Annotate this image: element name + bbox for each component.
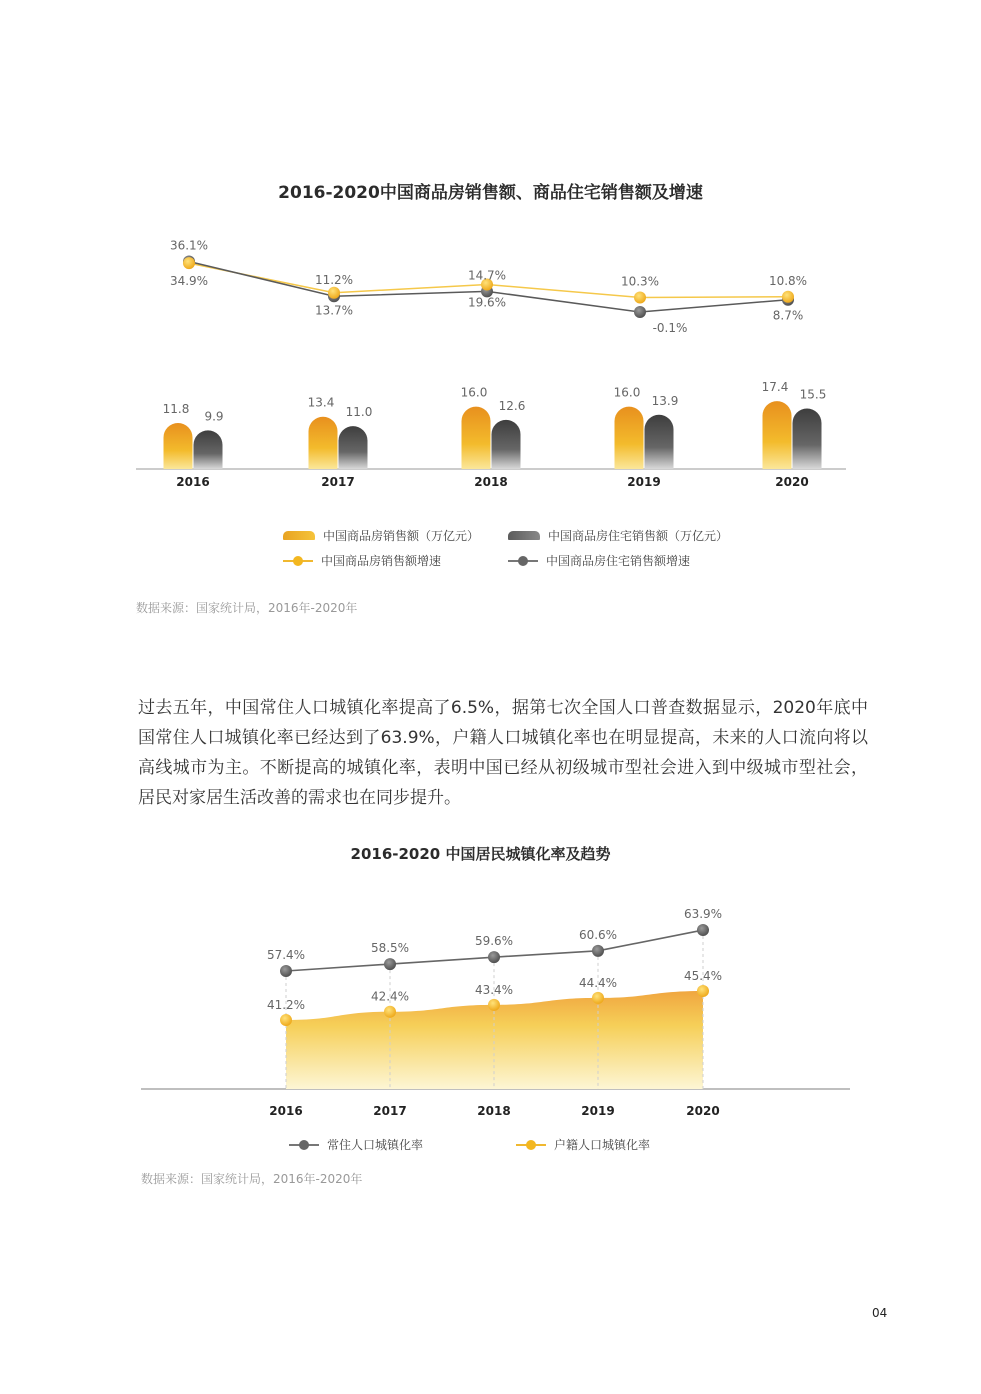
gold-line-marker-icon (516, 1139, 546, 1151)
data-label-registered-urbanization: 45.4% (683, 969, 723, 984)
data-label-residential-growth: 11.2% (314, 273, 354, 288)
bar-value-label: 13.9 (651, 393, 679, 408)
chart1-title: 2016-2020中国商品房销售额、商品住宅销售额及增速 (278, 183, 703, 203)
data-label-resident-urbanization: 60.6% (578, 927, 618, 942)
legend-label: 户籍人口城镇化率 (554, 1138, 651, 1152)
x-tick-label: 2019 (581, 1104, 615, 1118)
bar-value-label: 11.0 (345, 405, 373, 420)
bar-value-label: 15.5 (799, 387, 827, 402)
point-resident-urbanization (592, 945, 604, 957)
bar-value-label: 9.9 (204, 409, 224, 424)
page-number: 04 (872, 1306, 888, 1320)
x-tick-label: 2018 (474, 475, 508, 489)
x-tick-label: 2020 (775, 475, 809, 489)
data-label-sales-growth: 19.6% (467, 295, 507, 310)
point-resident-urbanization (280, 965, 292, 977)
legend-label: 常住人口城镇化率 (327, 1138, 424, 1152)
x-tick-label: 2020 (686, 1104, 720, 1118)
data-label-residential-growth: 8.7% (772, 308, 804, 323)
legend-item-registered-urbanization (516, 1136, 650, 1153)
bar-value-label: 16.0 (613, 385, 641, 400)
legend-label: 中国商品房销售额（万亿元） (323, 529, 480, 543)
chart2-source: 数据来源：国家统计局，2016年-2020年 (141, 1172, 363, 1186)
chart2-title: 2016-2020 中国居民城镇化率及趋势 (350, 845, 611, 863)
data-label-sales-growth: 34.9% (169, 274, 209, 289)
data-label-registered-urbanization: 43.4% (474, 982, 514, 997)
data-label-registered-urbanization: 42.4% (370, 989, 410, 1004)
x-tick-label: 2019 (627, 475, 661, 489)
bar-value-label: 11.8 (162, 401, 190, 416)
point-resident-urbanization (697, 924, 709, 936)
data-label-registered-urbanization: 44.4% (578, 975, 618, 990)
bar-value-label: 13.4 (307, 395, 335, 410)
data-label-sales-growth: 10.3% (620, 274, 660, 289)
bar-value-label: 12.6 (498, 398, 526, 413)
data-label-resident-urbanization: 58.5% (370, 941, 410, 956)
data-label-residential-growth: -0.1% (652, 321, 688, 335)
x-tick-label: 2018 (477, 1104, 511, 1118)
legend-label: 中国商品房住宅销售额（万亿元） (548, 529, 729, 543)
chart1-source: 数据来源：国家统计局，2016年-2020年 (136, 601, 358, 615)
point-registered-urbanization (488, 999, 500, 1011)
data-label-residential-growth: 14.7% (467, 268, 507, 283)
legend-label: 中国商品房销售额增速 (321, 554, 442, 568)
x-tick-label: 2017 (373, 1104, 407, 1118)
bar-value-label: 16.0 (460, 385, 488, 400)
bar-value-label: 17.4 (761, 380, 789, 395)
data-label-resident-urbanization: 63.9% (683, 907, 723, 922)
x-tick-label: 2016 (269, 1104, 303, 1118)
point-registered-urbanization (280, 1014, 292, 1026)
gray-line-marker-icon (289, 1139, 319, 1151)
data-label-sales-growth: 13.7% (314, 303, 354, 318)
body-paragraph: 过去五年，中国常住人口城镇化率提高了6.5%，据第七次全国人口普查数据显示，2020年底中国常住人口城镇化率已经达到了63.9%，户籍人口城镇化率也在明显提高，未来的人口流向将以高线城市为主。不断提高的城镇化率，表明中国已经从初级城市型社会进入到中级城市型社会，居民对家居生活改善的需求也在同步提升。 (138, 698, 868, 808)
data-label-resident-urbanization: 57.4% (266, 948, 306, 962)
x-tick-label: 2017 (321, 475, 355, 489)
data-label-sales-growth: 10.8% (768, 273, 808, 288)
point-registered-urbanization (592, 992, 604, 1004)
point-registered-urbanization (697, 985, 709, 997)
data-label-registered-urbanization: 41.2% (266, 998, 306, 1012)
legend-label: 中国商品房住宅销售额增速 (546, 554, 691, 568)
point-resident-urbanization (488, 951, 500, 963)
legend-item-resident-urbanization (289, 1136, 423, 1153)
point-resident-urbanization (384, 958, 396, 970)
x-tick-label: 2016 (176, 475, 210, 489)
data-label-resident-urbanization: 59.6% (474, 934, 514, 949)
point-registered-urbanization (384, 1006, 396, 1018)
data-label-residential-growth: 36.1% (169, 238, 209, 253)
